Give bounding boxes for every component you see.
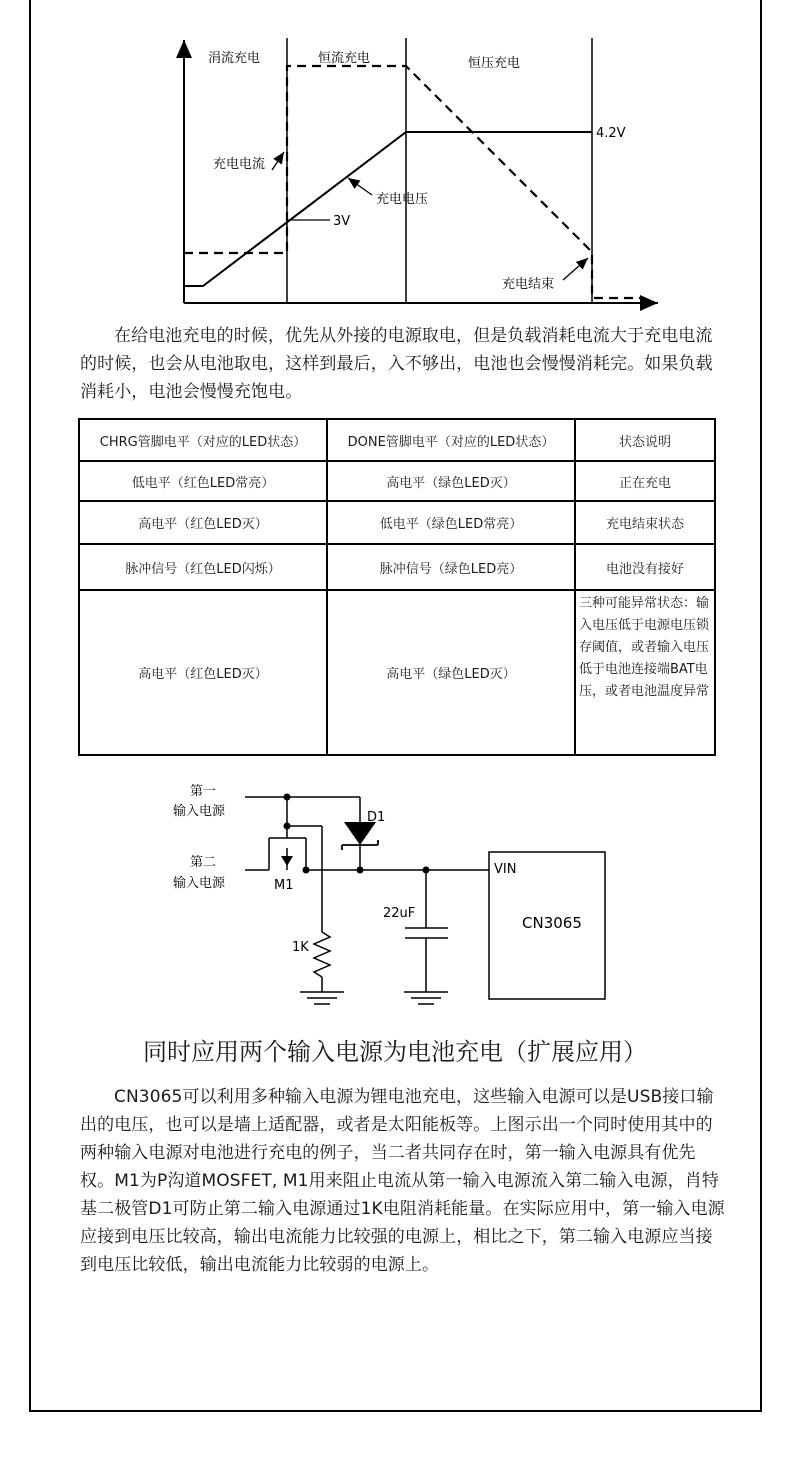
mosfet-arrow bbox=[281, 856, 293, 866]
label-22uf: 22uF bbox=[383, 906, 416, 921]
label-input2-line1: 第二 bbox=[190, 855, 217, 870]
table-cell: 电池没有接好 bbox=[575, 544, 715, 590]
label-vin: VIN bbox=[494, 862, 517, 877]
led-status-table bbox=[78, 418, 716, 756]
table-row bbox=[79, 501, 715, 544]
table-row bbox=[79, 544, 715, 590]
label-current: 充电电流 bbox=[213, 157, 266, 172]
label-constant-voltage: 恒压充电 bbox=[468, 56, 521, 71]
table-cell: 脉冲信号（绿色LED亮） bbox=[327, 544, 575, 590]
label-4-2v: 4.2V bbox=[596, 126, 626, 141]
label-end: 充电结束 bbox=[502, 277, 555, 292]
label-1k: 1K bbox=[292, 940, 309, 955]
charge-curve-diagram bbox=[0, 0, 790, 320]
table-header: 状态说明 bbox=[575, 419, 715, 461]
table-cell: 高电平（红色LED灭） bbox=[79, 590, 327, 755]
label-d1: D1 bbox=[367, 810, 386, 825]
label-m1: M1 bbox=[274, 878, 294, 893]
table-header-row bbox=[79, 419, 715, 461]
paragraph-dual-input: CN3065可以利用多种输入电源为锂电池充电，这些输入电源可以是USB接口输出的电压，也可以是墙上适配器，或者是太阳能板等。上图示出一个同时使用其中的两种输入电源对电池进行充电的例子，当二者共同存在时，第一输入电源具有优先权。M1为P沟道MOSFET, M1用来阻止电流从第一输入电源流入第二输入电源，肖特基二极管D1可防止第二输入电源通过1K电阻消耗能量。在实际应用中，第一输入电源应接到电压比较高，输出电流能力比较强的电源上，相比之下，第二输入电源应当接到电压比较低，输出电流能力比较弱的电源上。 bbox=[80, 1087, 725, 1275]
figure-caption: 同时应用两个输入电源为电池充电（扩展应用） bbox=[143, 1038, 647, 1066]
label-trickle: 涓流充电 bbox=[208, 51, 261, 66]
current-curve bbox=[184, 66, 640, 298]
table-header: DONE管脚电平（对应的LED状态） bbox=[327, 419, 575, 461]
label-3v: 3V bbox=[333, 214, 351, 229]
label-constant-current: 恒流充电 bbox=[318, 51, 371, 66]
label-input1-line1: 第一 bbox=[190, 784, 217, 799]
table-header: CHRG管脚电平（对应的LED状态） bbox=[79, 419, 327, 461]
label-input2-line2: 输入电源 bbox=[173, 876, 226, 891]
dual-input-circuit bbox=[0, 770, 790, 1020]
table-row bbox=[79, 590, 715, 755]
table-row bbox=[79, 461, 715, 501]
label-voltage: 充电电压 bbox=[376, 192, 429, 207]
voltage-curve bbox=[184, 132, 592, 286]
diode-d1 bbox=[344, 822, 376, 845]
table-cell: 充电结束状态 bbox=[575, 501, 715, 544]
table-cell: 高电平（红色LED灭） bbox=[79, 501, 327, 544]
label-cn3065: CN3065 bbox=[522, 914, 582, 932]
table-cell: 低电平（红色LED常亮） bbox=[79, 461, 327, 501]
table-cell: 三种可能异常状态：输入电压低于电源电压锁存阈值，或者输入电压低于电池连接端BAT电压，或者电池温度异常 bbox=[575, 590, 715, 755]
label-input1-line2: 输入电源 bbox=[173, 804, 226, 819]
table-cell: 高电平（绿色LED灭） bbox=[327, 461, 575, 501]
table-cell: 脉冲信号（红色LED闪烁） bbox=[79, 544, 327, 590]
table-cell: 正在充电 bbox=[575, 461, 715, 501]
paragraph-charging-behavior: 在给电池充电的时候，优先从外接的电源取电，但是负载消耗电流大于充电电流的时候，也会从电池取电，这样到最后，入不够出，电池也会慢慢消耗完。如果负载消耗小，电池会慢慢充饱电。 bbox=[80, 326, 713, 402]
table-cell: 高电平（绿色LED灭） bbox=[327, 590, 575, 755]
table-cell: 低电平（绿色LED常亮） bbox=[327, 501, 575, 544]
